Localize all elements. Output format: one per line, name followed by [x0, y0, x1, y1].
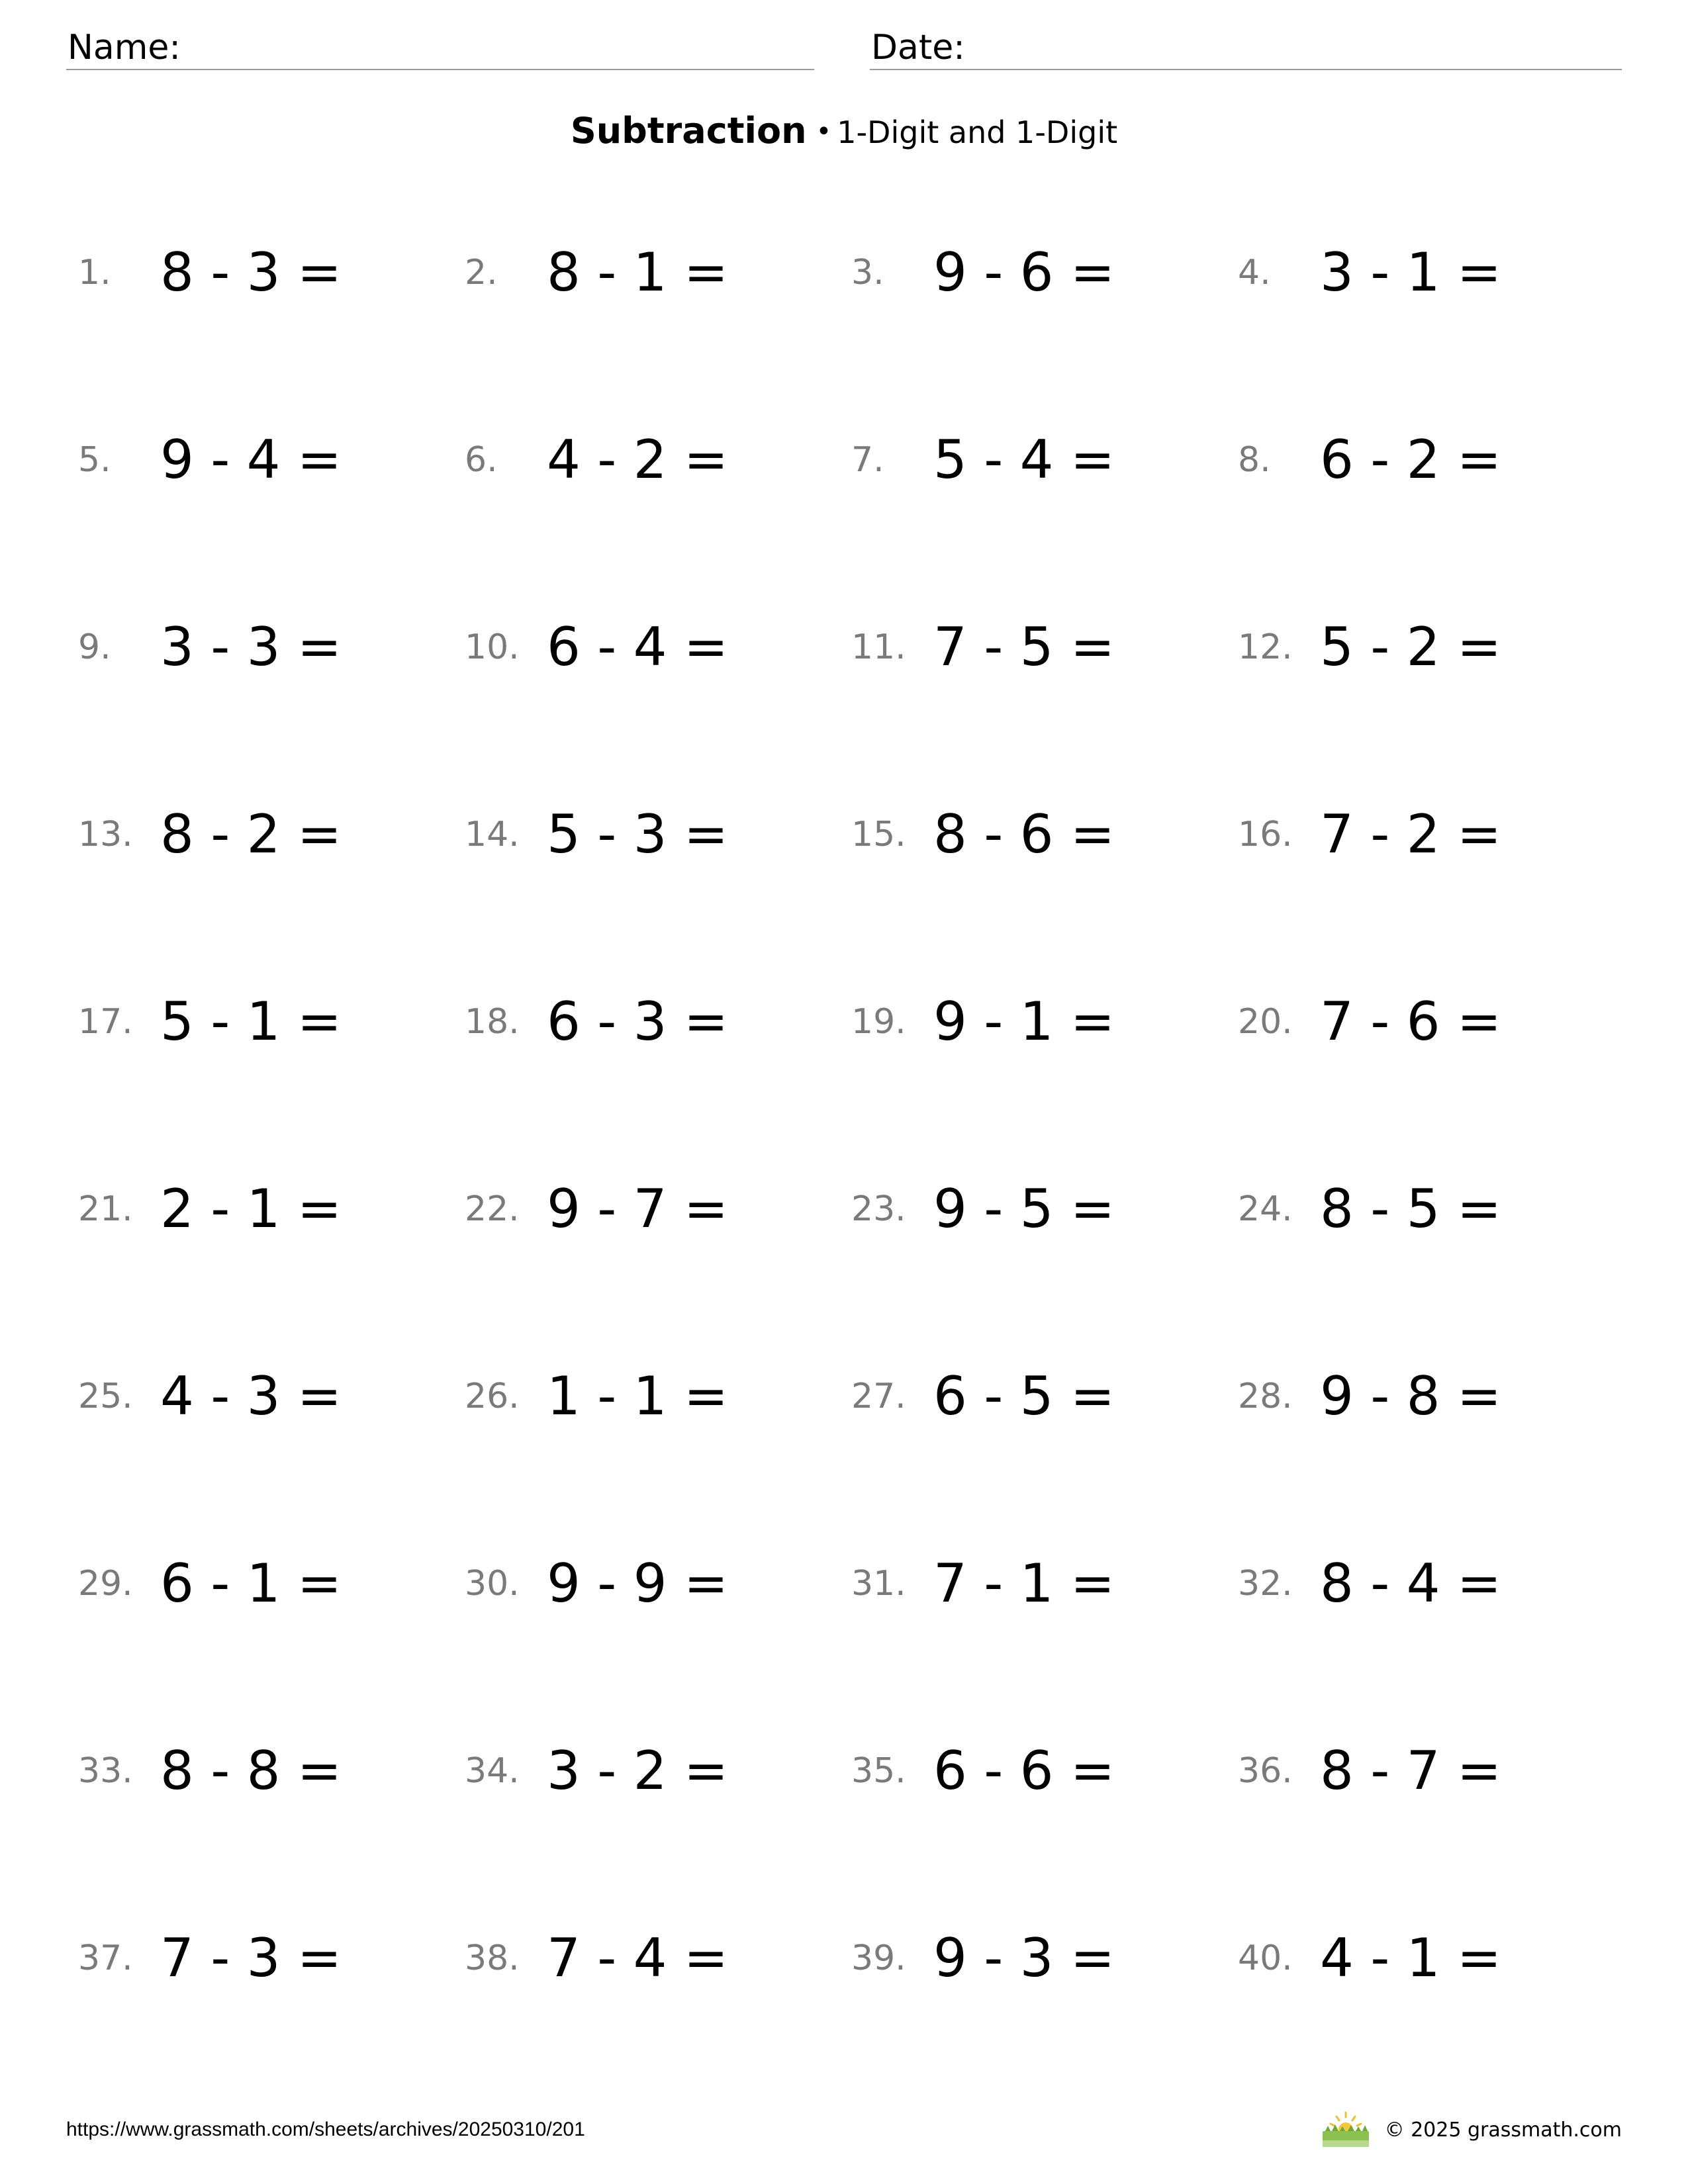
problem-number: 22. [465, 1189, 520, 1229]
problem-expression: 3 - 2 = [547, 1740, 728, 1801]
problem-expression: 9 - 3 = [933, 1927, 1115, 1989]
problem-expression: 6 - 1 = [160, 1553, 342, 1614]
problem-number: 30. [465, 1564, 520, 1604]
title-separator: • [816, 116, 832, 147]
problem-number: 1. [78, 253, 111, 293]
problem-expression: 9 - 5 = [933, 1178, 1115, 1240]
problem-expression: 8 - 3 = [160, 242, 342, 303]
worksheet-title [0, 105, 1688, 166]
problem-number: 29. [78, 1564, 133, 1604]
problem-expression: 9 - 4 = [160, 429, 342, 490]
problem-number: 6. [465, 440, 498, 480]
problem-expression: 7 - 3 = [160, 1927, 342, 1989]
problem-expression: 9 - 1 = [933, 991, 1115, 1052]
problem-expression: 9 - 6 = [933, 242, 1115, 303]
problem-grid [0, 233, 1688, 2126]
problem-expression: 5 - 3 = [547, 803, 728, 865]
problem-number: 13. [78, 815, 133, 854]
problem-number: 20. [1238, 1002, 1293, 1042]
problem-expression: 6 - 4 = [547, 616, 728, 678]
grass-sun-logo-icon [1321, 2111, 1370, 2148]
problem-expression: 9 - 8 = [1320, 1365, 1501, 1427]
problem-number: 3. [851, 253, 884, 293]
problem-number: 40. [1238, 1938, 1293, 1978]
problem-expression: 2 - 1 = [160, 1178, 342, 1240]
problem-number: 8. [1238, 440, 1271, 480]
problem-expression: 6 - 3 = [547, 991, 728, 1052]
problem-number: 34. [465, 1751, 520, 1791]
problem-expression: 5 - 2 = [1320, 616, 1501, 678]
problem-expression: 7 - 4 = [547, 1927, 728, 1989]
date-label: Date: [871, 28, 965, 68]
problem-expression: 4 - 1 = [1320, 1927, 1501, 1989]
problem-expression: 8 - 7 = [1320, 1740, 1501, 1801]
date-field[interactable] [870, 24, 1622, 70]
problem-number: 38. [465, 1938, 520, 1978]
problem-expression: 1 - 1 = [547, 1365, 728, 1427]
problem-expression: 8 - 1 = [547, 242, 728, 303]
problem-number: 26. [465, 1377, 520, 1416]
problem-expression: 7 - 5 = [933, 616, 1115, 678]
problem-expression: 8 - 5 = [1320, 1178, 1501, 1240]
problem-expression: 6 - 5 = [933, 1365, 1115, 1427]
problem-number: 2. [465, 253, 498, 293]
problem-number: 39. [851, 1938, 906, 1978]
problem-number: 24. [1238, 1189, 1293, 1229]
title-subtitle: 1-Digit and 1-Digit [837, 114, 1118, 150]
problem-expression: 5 - 1 = [160, 991, 342, 1052]
problem-number: 19. [851, 1002, 906, 1042]
problem-expression: 5 - 4 = [933, 429, 1115, 490]
problem-expression: 7 - 6 = [1320, 991, 1501, 1052]
problem-number: 18. [465, 1002, 520, 1042]
problem-expression: 3 - 1 = [1320, 242, 1501, 303]
problem-number: 33. [78, 1751, 133, 1791]
problem-number: 16. [1238, 815, 1293, 854]
footer-branding [1321, 2111, 1622, 2148]
problem-expression: 8 - 8 = [160, 1740, 342, 1801]
problem-number: 35. [851, 1751, 906, 1791]
problem-expression: 4 - 2 = [547, 429, 728, 490]
title-main: Subtraction [570, 110, 807, 152]
problem-expression: 3 - 3 = [160, 616, 342, 678]
problem-expression: 8 - 2 = [160, 803, 342, 865]
problem-number: 25. [78, 1377, 133, 1416]
problem-number: 23. [851, 1189, 906, 1229]
problem-expression: 7 - 2 = [1320, 803, 1501, 865]
problem-number: 37. [78, 1938, 133, 1978]
problem-number: 27. [851, 1377, 906, 1416]
problem-expression: 9 - 9 = [547, 1553, 728, 1614]
problem-expression: 6 - 2 = [1320, 429, 1501, 490]
problem-number: 5. [78, 440, 111, 480]
problem-number: 32. [1238, 1564, 1293, 1604]
name-field[interactable] [66, 24, 814, 70]
footer-url: https://www.grassmath.com/sheets/archives/20250310/201 [66, 2118, 585, 2140]
problem-expression: 8 - 6 = [933, 803, 1115, 865]
problem-expression: 8 - 4 = [1320, 1553, 1501, 1614]
problem-number: 14. [465, 815, 520, 854]
problem-number: 9. [78, 627, 111, 667]
problem-number: 36. [1238, 1751, 1293, 1791]
problem-number: 10. [465, 627, 520, 667]
problem-expression: 6 - 6 = [933, 1740, 1115, 1801]
problem-number: 31. [851, 1564, 906, 1604]
problem-number: 7. [851, 440, 884, 480]
name-label: Name: [68, 28, 181, 68]
problem-number: 15. [851, 815, 906, 854]
problem-number: 12. [1238, 627, 1293, 667]
problem-number: 11. [851, 627, 906, 667]
problem-expression: 7 - 1 = [933, 1553, 1115, 1614]
problem-number: 17. [78, 1002, 133, 1042]
problem-number: 4. [1238, 253, 1271, 293]
problem-expression: 4 - 3 = [160, 1365, 342, 1427]
problem-number: 21. [78, 1189, 133, 1229]
problem-number: 28. [1238, 1377, 1293, 1416]
problem-expression: 9 - 7 = [547, 1178, 728, 1240]
footer-copyright: © 2025 grassmath.com [1384, 2118, 1622, 2142]
